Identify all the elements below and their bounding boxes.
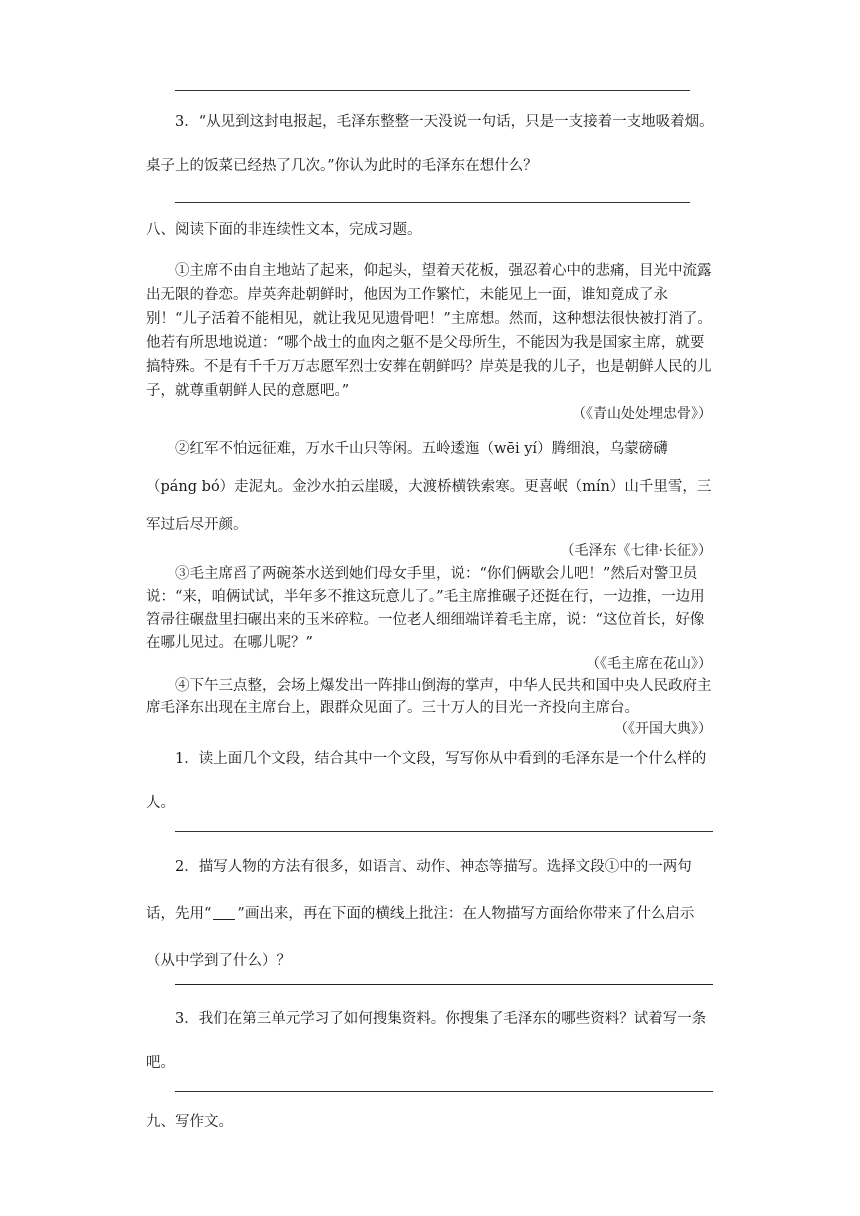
- answer-line: [175, 831, 713, 832]
- passage-4: ④下午三点整，会场上爆发出一阵排山倒海的掌声，中华人民共和国中央人民政府主席毛泽东出现在主席台上，跟群众见面了。三十万人的目光一齐投向主席台。: [146, 678, 712, 716]
- question-8-1: 1．读上面几个文段，结合其中一个文段，写写你从中看到的毛泽东是一个什么样的人。: [146, 751, 707, 811]
- passage-2-source: （毛泽东《七律·长征》）: [560, 543, 712, 559]
- answer-line: [175, 202, 690, 203]
- question-8-3: 3．我们在第三单元学习了如何搜集资料。你搜集了毛泽东的哪些资料？试着写一条吧。: [146, 1011, 707, 1071]
- passage-3-source: （《毛主席在花山》）: [586, 656, 712, 672]
- underline-mark: [213, 905, 235, 920]
- passage-1: ①主席不由自主地站了起来，仰起头，望着天花板，强忍着心中的悲痛，目光中流露出无限的眷恋。岸英奔赴朝鲜时，他因为工作繁忙，未能见上一面，谁知竟成了永别！“儿子活着不能相见，就让我见见遗骨吧！”主席想。然而，这种想法很快被打消了。他若有所思地说道：“哪个战士的血肉之躯不是父母所生，不能因为我是国家主席，就要搞特殊。不是有千千万万志愿军烈士安葬在朝鲜吗？岸英是我的儿子，也是朝鲜人民的儿子，就尊重朝鲜人民的意愿吧。”: [146, 263, 712, 399]
- question-8-2-part2: ”画出来，再在下面的横线上批注：在人物描写方面给你带来了什么启示（从中学到了什么）？: [146, 906, 695, 969]
- section-9-heading: 九、写作文。: [146, 1114, 233, 1130]
- question-8-2-part1: 2．描写人物的方法有很多，如语言、动作、神态等描写。选择文段①中的一两句话，先用“: [146, 859, 692, 922]
- answer-line: [175, 984, 713, 985]
- passage-4-source: （《开国大典》）: [614, 721, 712, 737]
- section-8-heading: 八、阅读下面的非连续性文本，完成习题。: [146, 222, 422, 238]
- question-8-2: [146, 844, 716, 985]
- passage-2: ②红军不怕远征难，万水千山只等闲。五岭逶迤（wēi yí）腾细浪，乌蒙磅礴（páng bó）走泥丸。金沙水拍云崖暖，大渡桥横铁索寒。更喜岷（mín）山千里雪，三军过后尽开颜。: [146, 441, 712, 533]
- question-7-3: 3．“从见到这封电报起，毛泽东整整一天没说一句话，只是一支接着一支地吸着烟。桌子上的饭菜已经热了几次。”你认为此时的毛泽东在想什么？: [146, 114, 714, 174]
- passage-1-source: （《青山处处埋忠骨》）: [572, 406, 712, 422]
- answer-line: [175, 1091, 713, 1092]
- passage-3: ③毛主席舀了两碗茶水送到她们母女手里，说：“你们俩歇会儿吧！”然后对警卫员说：“来，咱俩试试，半年多不推这玩意儿了。”毛主席推碾子还挺在行，一边推，一边用笤帚往碾盘里扫碾出来的玉米碎粒。一位老人细细端详着毛主席，说：“这位首长，好像在哪儿见过。在哪儿呢？”: [146, 566, 705, 651]
- answer-line: [175, 90, 690, 91]
